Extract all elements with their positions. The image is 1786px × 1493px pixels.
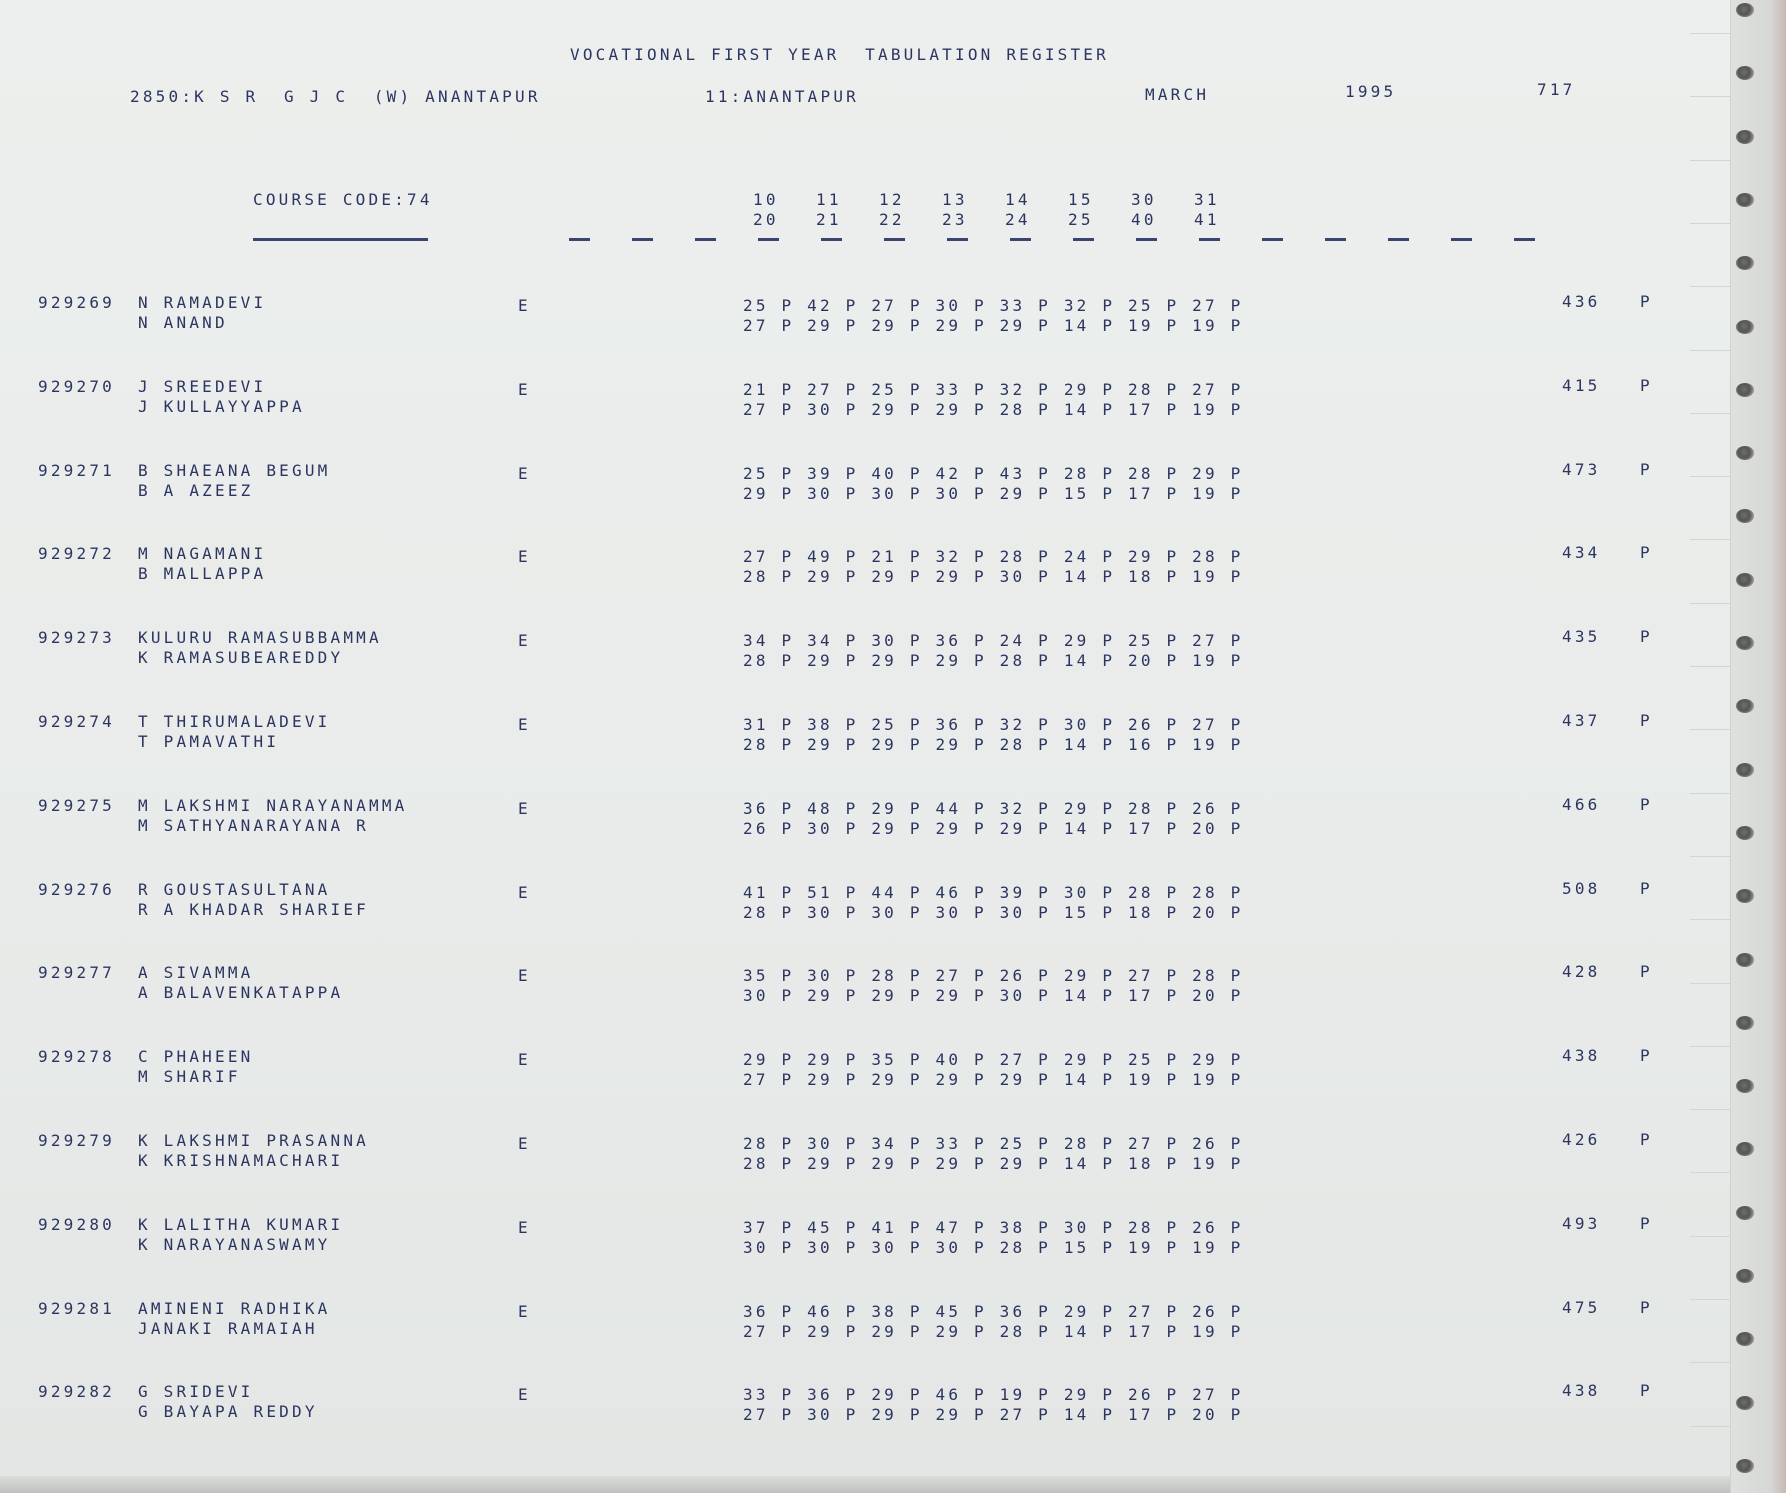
- student-name: A SIVAMMA: [138, 963, 254, 982]
- result-code: P: [1640, 627, 1653, 646]
- result-code: P: [1640, 376, 1653, 395]
- parent-name: B A AZEEZ: [138, 481, 254, 500]
- total-marks: 428: [1562, 962, 1601, 981]
- exam-month: MARCH: [1145, 85, 1210, 104]
- column-dash: [821, 238, 842, 241]
- perforation-tick: [1690, 160, 1730, 161]
- marks-line-1: 37 P 45 P 41 P 47 P 38 P 30 P 28 P 26 P: [743, 1218, 1244, 1237]
- result-code: P: [1640, 292, 1653, 311]
- perforation-tick: [1690, 1046, 1730, 1047]
- column-dash: [1325, 238, 1346, 241]
- result-code: P: [1640, 711, 1653, 730]
- subject-code-bottom: 40: [1131, 210, 1157, 229]
- subject-code-top: 30: [1131, 190, 1157, 209]
- column-dash: [947, 238, 968, 241]
- parent-name: M SATHYANARAYANA R: [138, 816, 369, 835]
- result-code: P: [1640, 1381, 1653, 1400]
- medium-code: E: [518, 1050, 531, 1069]
- total-marks: 435: [1562, 627, 1601, 646]
- student-name: J SREEDEVI: [138, 377, 267, 396]
- column-dash: [1388, 238, 1409, 241]
- perforation-tick: [1690, 983, 1730, 984]
- column-dash: [1451, 238, 1472, 241]
- roll-number: 929281: [38, 1299, 115, 1318]
- total-marks: 473: [1562, 460, 1601, 479]
- feed-hole: [1736, 826, 1754, 840]
- perforation-tick: [1690, 223, 1730, 224]
- marks-line-1: 21 P 27 P 25 P 33 P 32 P 29 P 28 P 27 P: [743, 380, 1244, 399]
- perforation-tick: [1690, 476, 1730, 477]
- perforation-tick: [1690, 96, 1730, 97]
- total-marks: 508: [1562, 879, 1601, 898]
- perforation-tick: [1690, 666, 1730, 667]
- column-dash: [1199, 238, 1220, 241]
- medium-code: E: [518, 380, 531, 399]
- marks-line-2: 28 P 29 P 29 P 29 P 28 P 14 P 20 P 19 P: [743, 651, 1244, 670]
- feed-hole: [1736, 383, 1754, 397]
- marks-line-2: 28 P 29 P 29 P 29 P 29 P 14 P 18 P 19 P: [743, 1154, 1244, 1173]
- parent-name: K RAMASUBEAREDDY: [138, 648, 344, 667]
- feed-hole: [1736, 1142, 1754, 1156]
- column-dash: [1073, 238, 1094, 241]
- marks-line-2: 27 P 29 P 29 P 29 P 29 P 14 P 19 P 19 P: [743, 1070, 1244, 1089]
- roll-number: 929282: [38, 1382, 115, 1401]
- parent-name: K KRISHNAMACHARI: [138, 1151, 344, 1170]
- student-name: K LAKSHMI PRASANNA: [138, 1131, 369, 1150]
- marks-line-2: 27 P 29 P 29 P 29 P 28 P 14 P 17 P 19 P: [743, 1322, 1244, 1341]
- parent-name: JANAKI RAMAIAH: [138, 1319, 318, 1338]
- roll-number: 929273: [38, 628, 115, 647]
- perforation-tick: [1690, 856, 1730, 857]
- result-code: P: [1640, 962, 1653, 981]
- page-number: 717: [1537, 80, 1576, 99]
- medium-code: E: [518, 1134, 531, 1153]
- column-dash: [695, 238, 716, 241]
- medium-code: E: [518, 883, 531, 902]
- perforation-tick: [1690, 1362, 1730, 1363]
- result-code: P: [1640, 1130, 1653, 1149]
- perforation-tick: [1690, 413, 1730, 414]
- parent-name: N ANAND: [138, 313, 228, 332]
- subject-code-top: 11: [816, 190, 842, 209]
- medium-code: E: [518, 799, 531, 818]
- marks-line-2: 27 P 30 P 29 P 29 P 28 P 14 P 17 P 19 P: [743, 400, 1244, 419]
- student-name: T THIRUMALADEVI: [138, 712, 331, 731]
- roll-number: 929274: [38, 712, 115, 731]
- subject-code-bottom: 24: [1005, 210, 1031, 229]
- roll-number: 929280: [38, 1215, 115, 1234]
- marks-line-2: 29 P 30 P 30 P 30 P 29 P 15 P 17 P 19 P: [743, 484, 1244, 503]
- column-dash: [758, 238, 779, 241]
- total-marks: 466: [1562, 795, 1601, 814]
- medium-code: E: [518, 464, 531, 483]
- subject-code-top: 13: [942, 190, 968, 209]
- column-dash: [1262, 238, 1283, 241]
- marks-line-1: 34 P 34 P 30 P 36 P 24 P 29 P 25 P 27 P: [743, 631, 1244, 650]
- parent-name: J KULLAYYAPPA: [138, 397, 305, 416]
- medium-code: E: [518, 1302, 531, 1321]
- feed-hole: [1736, 1016, 1754, 1030]
- marks-line-2: 30 P 30 P 30 P 30 P 28 P 15 P 19 P 19 P: [743, 1238, 1244, 1257]
- roll-number: 929276: [38, 880, 115, 899]
- feed-hole: [1736, 1206, 1754, 1220]
- feed-hole: [1736, 130, 1754, 144]
- subject-code-top: 15: [1068, 190, 1094, 209]
- medium-code: E: [518, 296, 531, 315]
- total-marks: 436: [1562, 292, 1601, 311]
- perforation-tick: [1690, 603, 1730, 604]
- feed-hole: [1736, 193, 1754, 207]
- district: 11:ANANTAPUR: [705, 87, 859, 106]
- marks-line-1: 41 P 51 P 44 P 46 P 39 P 30 P 28 P 28 P: [743, 883, 1244, 902]
- feed-hole: [1736, 1269, 1754, 1283]
- subject-code-top: 12: [879, 190, 905, 209]
- column-dash: [1136, 238, 1157, 241]
- student-name: R GOUSTASULTANA: [138, 880, 331, 899]
- total-marks: 437: [1562, 711, 1601, 730]
- roll-number: 929269: [38, 293, 115, 312]
- feed-hole: [1736, 3, 1754, 17]
- total-marks: 438: [1562, 1381, 1601, 1400]
- medium-code: E: [518, 966, 531, 985]
- subject-code-bottom: 21: [816, 210, 842, 229]
- marks-line-1: 36 P 48 P 29 P 44 P 32 P 29 P 28 P 26 P: [743, 799, 1244, 818]
- marks-line-1: 25 P 42 P 27 P 30 P 33 P 32 P 25 P 27 P: [743, 296, 1244, 315]
- parent-name: B MALLAPPA: [138, 564, 267, 583]
- subject-code-bottom: 41: [1194, 210, 1220, 229]
- parent-name: K NARAYANASWAMY: [138, 1235, 331, 1254]
- medium-code: E: [518, 547, 531, 566]
- feed-hole: [1736, 256, 1754, 270]
- feed-hole: [1736, 636, 1754, 650]
- total-marks: 434: [1562, 543, 1601, 562]
- subject-code-top: 31: [1194, 190, 1220, 209]
- feed-hole: [1736, 1332, 1754, 1346]
- roll-number: 929279: [38, 1131, 115, 1150]
- medium-code: E: [518, 631, 531, 650]
- marks-line-2: 28 P 30 P 30 P 30 P 30 P 15 P 18 P 20 P: [743, 903, 1244, 922]
- result-code: P: [1640, 1298, 1653, 1317]
- parent-name: M SHARIF: [138, 1067, 241, 1086]
- marks-line-2: 28 P 29 P 29 P 29 P 28 P 14 P 16 P 19 P: [743, 735, 1244, 754]
- marks-line-1: 28 P 30 P 34 P 33 P 25 P 28 P 27 P 26 P: [743, 1134, 1244, 1153]
- marks-line-2: 26 P 30 P 29 P 29 P 29 P 14 P 17 P 20 P: [743, 819, 1244, 838]
- column-dash: [632, 238, 653, 241]
- paper-bottom-edge: [0, 1476, 1730, 1493]
- feed-hole: [1736, 763, 1754, 777]
- roll-number: 929277: [38, 963, 115, 982]
- course-code: COURSE CODE:74: [253, 190, 433, 209]
- result-code: P: [1640, 543, 1653, 562]
- feed-hole: [1736, 1396, 1754, 1410]
- marks-line-1: 31 P 38 P 25 P 36 P 32 P 30 P 26 P 27 P: [743, 715, 1244, 734]
- marks-line-2: 27 P 30 P 29 P 29 P 27 P 14 P 17 P 20 P: [743, 1405, 1244, 1424]
- marks-line-2: 28 P 29 P 29 P 29 P 30 P 14 P 18 P 19 P: [743, 567, 1244, 586]
- perforation-tick: [1690, 539, 1730, 540]
- total-marks: 438: [1562, 1046, 1601, 1065]
- column-dash: [1514, 238, 1535, 241]
- result-code: P: [1640, 795, 1653, 814]
- column-dash: [1010, 238, 1031, 241]
- result-code: P: [1640, 1046, 1653, 1065]
- subject-code-bottom: 20: [753, 210, 779, 229]
- column-dash: [884, 238, 905, 241]
- roll-number: 929275: [38, 796, 115, 815]
- feed-hole: [1736, 953, 1754, 967]
- feed-hole: [1736, 573, 1754, 587]
- feed-hole: [1736, 446, 1754, 460]
- tractor-feed-strip: [1730, 0, 1786, 1493]
- marks-line-1: 36 P 46 P 38 P 45 P 36 P 29 P 27 P 26 P: [743, 1302, 1244, 1321]
- marks-line-1: 35 P 30 P 28 P 27 P 26 P 29 P 27 P 28 P: [743, 966, 1244, 985]
- feed-hole: [1736, 699, 1754, 713]
- parent-name: T PAMAVATHI: [138, 732, 280, 751]
- total-marks: 475: [1562, 1298, 1601, 1317]
- marks-line-1: 25 P 39 P 40 P 42 P 43 P 28 P 28 P 29 P: [743, 464, 1244, 483]
- course-code-underline: [253, 238, 428, 241]
- perforation-tick: [1690, 1299, 1730, 1300]
- medium-code: E: [518, 1385, 531, 1404]
- perforation-tick: [1690, 1172, 1730, 1173]
- student-name: M LAKSHMI NARAYANAMMA: [138, 796, 408, 815]
- medium-code: E: [518, 715, 531, 734]
- result-code: P: [1640, 460, 1653, 479]
- student-name: B SHAEANA BEGUM: [138, 461, 331, 480]
- perforation-tick: [1690, 1109, 1730, 1110]
- roll-number: 929270: [38, 377, 115, 396]
- subject-code-top: 14: [1005, 190, 1031, 209]
- feed-hole: [1736, 66, 1754, 80]
- roll-number: 929271: [38, 461, 115, 480]
- medium-code: E: [518, 1218, 531, 1237]
- parent-name: A BALAVENKATAPPA: [138, 983, 344, 1002]
- perforation-tick: [1690, 1236, 1730, 1237]
- student-name: N RAMADEVI: [138, 293, 267, 312]
- student-name: K LALITHA KUMARI: [138, 1215, 344, 1234]
- subject-code-bottom: 22: [879, 210, 905, 229]
- total-marks: 415: [1562, 376, 1601, 395]
- feed-hole: [1736, 1079, 1754, 1093]
- feed-hole: [1736, 509, 1754, 523]
- feed-hole: [1736, 889, 1754, 903]
- subject-code-bottom: 23: [942, 210, 968, 229]
- register-title: VOCATIONAL FIRST YEAR TABULATION REGISTER: [570, 45, 1109, 64]
- total-marks: 426: [1562, 1130, 1601, 1149]
- feed-hole: [1736, 1459, 1754, 1473]
- perforation-tick: [1690, 793, 1730, 794]
- perforation-tick: [1690, 350, 1730, 351]
- perforation-tick: [1690, 1426, 1730, 1427]
- perforation-tick: [1690, 286, 1730, 287]
- college-name: 2850:K S R G J C (W) ANANTAPUR: [130, 87, 541, 106]
- marks-line-1: 27 P 49 P 21 P 32 P 28 P 24 P 29 P 28 P: [743, 547, 1244, 566]
- result-code: P: [1640, 879, 1653, 898]
- roll-number: 929272: [38, 544, 115, 563]
- student-name: KULURU RAMASUBBAMMA: [138, 628, 382, 647]
- column-dash: [569, 238, 590, 241]
- parent-name: R A KHADAR SHARIEF: [138, 900, 369, 919]
- marks-line-1: 33 P 36 P 29 P 46 P 19 P 29 P 26 P 27 P: [743, 1385, 1244, 1404]
- exam-year: 1995: [1345, 82, 1397, 101]
- marks-line-2: 30 P 29 P 29 P 29 P 30 P 14 P 17 P 20 P: [743, 986, 1244, 1005]
- perforation-tick: [1690, 729, 1730, 730]
- student-name: G SRIDEVI: [138, 1382, 254, 1401]
- parent-name: G BAYAPA REDDY: [138, 1402, 318, 1421]
- marks-line-1: 29 P 29 P 35 P 40 P 27 P 29 P 25 P 29 P: [743, 1050, 1244, 1069]
- subject-code-bottom: 25: [1068, 210, 1094, 229]
- perforation-tick: [1690, 919, 1730, 920]
- subject-code-top: 10: [753, 190, 779, 209]
- perforation-tick: [1690, 33, 1730, 34]
- feed-hole: [1736, 320, 1754, 334]
- roll-number: 929278: [38, 1047, 115, 1066]
- student-name: AMINENI RADHIKA: [138, 1299, 331, 1318]
- result-code: P: [1640, 1214, 1653, 1233]
- student-name: C PHAHEEN: [138, 1047, 254, 1066]
- total-marks: 493: [1562, 1214, 1601, 1233]
- student-name: M NAGAMANI: [138, 544, 267, 563]
- marks-line-2: 27 P 29 P 29 P 29 P 29 P 14 P 19 P 19 P: [743, 316, 1244, 335]
